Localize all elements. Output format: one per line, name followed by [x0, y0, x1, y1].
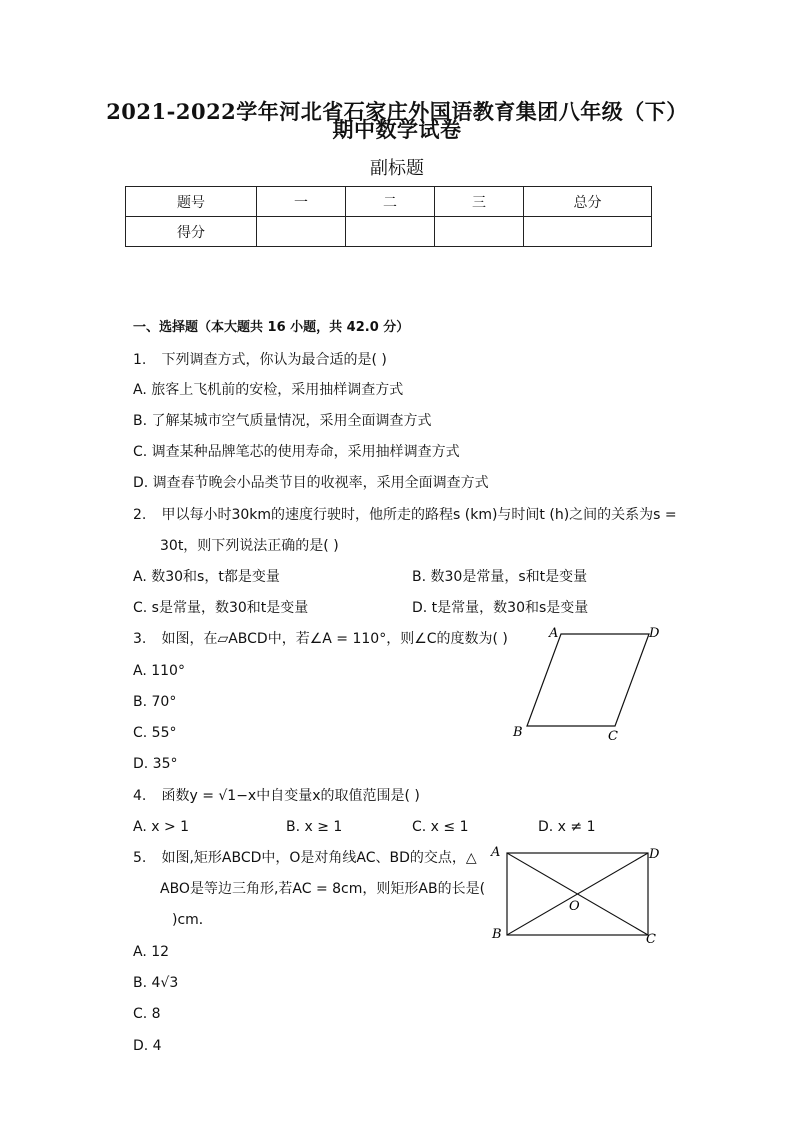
- exam-title-line1: 2021-2022学年河北省石家庄外国语教育集团八年级（下）: [106, 99, 688, 124]
- score-header-cell: 三: [435, 187, 524, 217]
- score-cell: [257, 217, 346, 247]
- rectangle-figure: [486, 842, 666, 948]
- score-header-cell: 二: [346, 187, 435, 217]
- section-heading: 一、选择题（本大题共 16 小题，共 42.0 分）: [133, 320, 410, 335]
- option-3b: B. 70°: [133, 694, 177, 710]
- question-2: [133, 505, 677, 525]
- parallelogram-figure: [505, 622, 675, 747]
- vertex-label-b: B: [492, 927, 502, 942]
- option-2b: B. 数30是常量，s和t是变量: [412, 569, 588, 585]
- question-1: [133, 350, 387, 370]
- option-4c: C. x ≤ 1: [412, 819, 469, 835]
- vertex-label-a: A: [491, 845, 501, 860]
- question-stem-line2: ABO是等边三角形,若AC = 8cm，则矩形AB的长是(: [160, 881, 486, 897]
- score-table-header-row: [126, 187, 652, 217]
- option-1c: C. 调查某种品牌笔芯的使用寿命，采用抽样调查方式: [133, 444, 460, 460]
- score-cell: [346, 217, 435, 247]
- question-3: [133, 629, 508, 649]
- vertex-label-c: C: [646, 932, 656, 947]
- option-2d: D. t是常量，数30和s是变量: [412, 600, 589, 616]
- option-1d: D. 调查春节晚会小品类节目的收视率，采用全面调查方式: [133, 475, 489, 491]
- option-3c: C. 55°: [133, 725, 177, 741]
- option-1a: A. 旅客上飞机前的安检，采用抽样调查方式: [133, 382, 404, 398]
- parallelogram-shape: [527, 634, 649, 726]
- question-number: 3.: [133, 631, 147, 647]
- question-stem-line2: 30t，则下列说法正确的是( ): [160, 538, 339, 554]
- center-label-o: O: [569, 899, 580, 914]
- question-number: 4.: [133, 788, 147, 804]
- score-table-score-row: [126, 217, 652, 247]
- option-4b: B. x ≥ 1: [286, 819, 343, 835]
- option-1b: B. 了解某城市空气质量情况，采用全面调查方式: [133, 413, 432, 429]
- option-2c: C. s是常量，数30和t是变量: [133, 600, 309, 616]
- option-5c: C. 8: [133, 1006, 161, 1022]
- question-5: [133, 848, 477, 868]
- exam-subtitle: 副标题: [370, 158, 424, 179]
- vertex-label-b: B: [513, 725, 523, 740]
- vertex-label-c: C: [608, 729, 618, 744]
- score-header-cell: 一: [257, 187, 346, 217]
- option-5b: B. 4√3: [133, 975, 179, 991]
- score-table: [125, 186, 652, 247]
- score-cell: [435, 217, 524, 247]
- score-cell: [524, 217, 652, 247]
- option-4d: D. x ≠ 1: [538, 819, 596, 835]
- question-stem: 函数y = √1−x中自变量x的取值范围是( ): [161, 788, 420, 804]
- question-number: 2.: [133, 507, 147, 523]
- question-4: [133, 786, 420, 806]
- question-stem: 如图，在▱ABCD中，若∠A = 110°，则∠C的度数为( ): [161, 631, 508, 647]
- vertex-label-d: D: [649, 626, 660, 641]
- question-stem: 下列调查方式，你认为最合适的是( ): [161, 352, 387, 368]
- option-3a: A. 110°: [133, 663, 185, 679]
- question-stem-line3: )cm．: [172, 912, 213, 928]
- option-4a: A. x > 1: [133, 819, 190, 835]
- score-row-label: 得分: [126, 217, 257, 247]
- exam-title-line2: 期中数学试卷: [332, 117, 462, 142]
- question-number: 5.: [133, 850, 147, 866]
- question-stem-line1: 甲以每小时30km的速度行驶时，他所走的路程s (km)与时间t (h)之间的关系为s =: [161, 507, 677, 523]
- score-header-cell: 总分: [524, 187, 652, 217]
- question-stem-line1: 如图,矩形ABCD中，O是对角线AC、BD的交点，△: [161, 850, 477, 866]
- option-2a: A. 数30和s，t都是变量: [133, 569, 280, 585]
- option-5a: A. 12: [133, 944, 170, 960]
- option-3d: D. 35°: [133, 756, 178, 772]
- score-header-cell: 题号: [126, 187, 257, 217]
- vertex-label-a: A: [549, 626, 559, 641]
- question-number: 1.: [133, 352, 147, 368]
- vertex-label-d: D: [649, 847, 660, 862]
- option-5d: D. 4: [133, 1038, 162, 1054]
